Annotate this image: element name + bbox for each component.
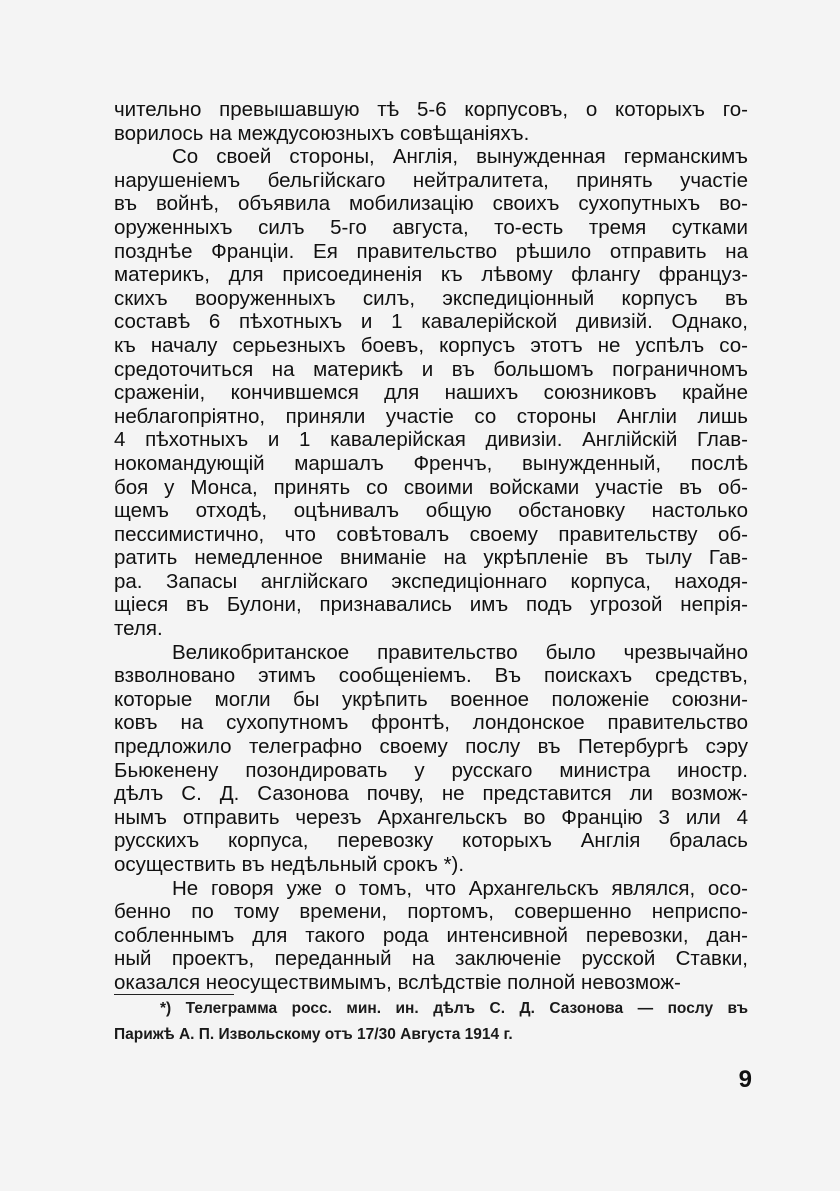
- text-line: бенно по тому времени, портомъ, совершенно неприспо-: [114, 900, 748, 924]
- text-line: ный проектъ, переданный на заключеніе русской Ставки,: [114, 947, 748, 971]
- text-line: теля.: [114, 617, 163, 641]
- paragraph: [114, 877, 748, 995]
- footnote-divider: [114, 994, 234, 995]
- text-line: нокомандующій маршалъ Френчъ, вынужденный, послѣ: [114, 451, 748, 475]
- paragraph: [114, 641, 748, 877]
- text-line: скихъ вооруженныхъ силъ, экспедиціонный корпусъ въ: [114, 286, 748, 310]
- text-line: собленнымъ для такого рода интенсивной перевозки, дан-: [114, 923, 748, 947]
- text-line: пессимистично, что совѣтовалъ своему правительству об-: [114, 522, 748, 546]
- text-line: оказался неосуществимымъ, вслѣдствіе полной невозмож-: [114, 970, 681, 994]
- text-line: взволновано этимъ сообщеніемъ. Въ поискахъ средствъ,: [114, 664, 748, 688]
- text-line: Не говоря уже о томъ, что Архангельскъ являлся, осо-: [172, 876, 748, 900]
- text-line: въ войнѣ, объявила мобилизацію своихъ сухопутныхъ во-: [114, 192, 748, 216]
- text-line: неблагопріятно, приняли участіе со стороны Англіи лишь: [114, 404, 748, 428]
- text-line: сраженіи, кончившемся для нашихъ союзниковъ крайне: [114, 381, 748, 405]
- text-line: щіеся въ Булони, признавались имъ подъ угрозой непрія-: [114, 593, 748, 617]
- text-line: осуществить въ недѣльный срокъ *).: [114, 853, 465, 876]
- text-line: Бьюкенену позондировать у русскаго министра иностр.: [114, 758, 748, 782]
- text-line: русскихъ корпуса, перевозку которыхъ Англія бралась: [114, 829, 748, 853]
- text-line: ворилось на междусоюзныхъ совѣщаніяхъ.: [114, 121, 530, 145]
- text-line: материкъ, для присоединенія къ лѣвому флангу француз-: [114, 263, 748, 287]
- text-line: къ началу серьезныхъ боевъ, корпусъ этотъ не успѣлъ со-: [114, 333, 748, 357]
- paragraph: [114, 145, 748, 640]
- text-line: Великобританское правительство было чрезвычайно: [172, 640, 748, 664]
- text-line: предложило телеграфно своему послу въ Петербургѣ сэру: [114, 735, 748, 759]
- text-line: составѣ 6 пѣхотныхъ и 1 кавалерійской дивизій. Однако,: [114, 310, 748, 334]
- footnote-line: Парижѣ А. П. Извольскому отъ 17/30 Августа 1914 г.: [114, 1026, 513, 1043]
- text-line: оруженныхъ силъ 5-го августа, то-есть тремя сутками: [114, 215, 748, 239]
- text-line: которые могли бы укрѣпить военное положеніе союзни-: [114, 687, 748, 711]
- text-line: чительно превышавшую тѣ 5-6 корпусовъ, о которыхъ го-: [114, 98, 748, 121]
- text-line: позднѣе Франціи. Ея правительство рѣшило отправить на: [114, 239, 748, 263]
- text-line: Со своей стороны, Англія, вынужденная германскимъ: [172, 145, 748, 169]
- text-line: 4 пѣхотныхъ и 1 кавалерійская дивизіи. Англійскій Глав-: [114, 428, 748, 452]
- text-line: щемъ отходѣ, оцѣнивалъ общую обстановку настолько: [114, 499, 748, 523]
- text-line: ратить немедленное вниманіе на укрѣпленіе въ тылу Гав-: [114, 546, 748, 570]
- text-line: ра. Запасы англійскаго экспедиціоннаго корпуса, находя-: [114, 569, 748, 593]
- text-line: нымъ отправить черезъ Архангельскъ во Францію 3 или 4: [114, 805, 748, 829]
- text-line: дѣлъ С. Д. Сазонова почву, не представится ли возмож-: [114, 782, 748, 806]
- footnote: [114, 996, 748, 1048]
- text-line: нарушеніемъ бельгійскаго нейтралитета, принять участіе: [114, 168, 748, 192]
- paragraph: [114, 98, 748, 145]
- text-line: боя у Монса, принять со своими войсками участіе въ об-: [114, 475, 748, 499]
- body-text: [114, 98, 748, 995]
- text-line: средоточиться на материкѣ и въ большомъ пограничномъ: [114, 357, 748, 381]
- footnote-line: *) Телеграмма росс. мин. ин. дѣлъ С. Д. Сазонова — послу въ: [160, 1000, 748, 1017]
- text-line: ковъ на сухопутномъ фронтѣ, лондонское правительство: [114, 711, 748, 735]
- page-number: 9: [738, 1066, 752, 1093]
